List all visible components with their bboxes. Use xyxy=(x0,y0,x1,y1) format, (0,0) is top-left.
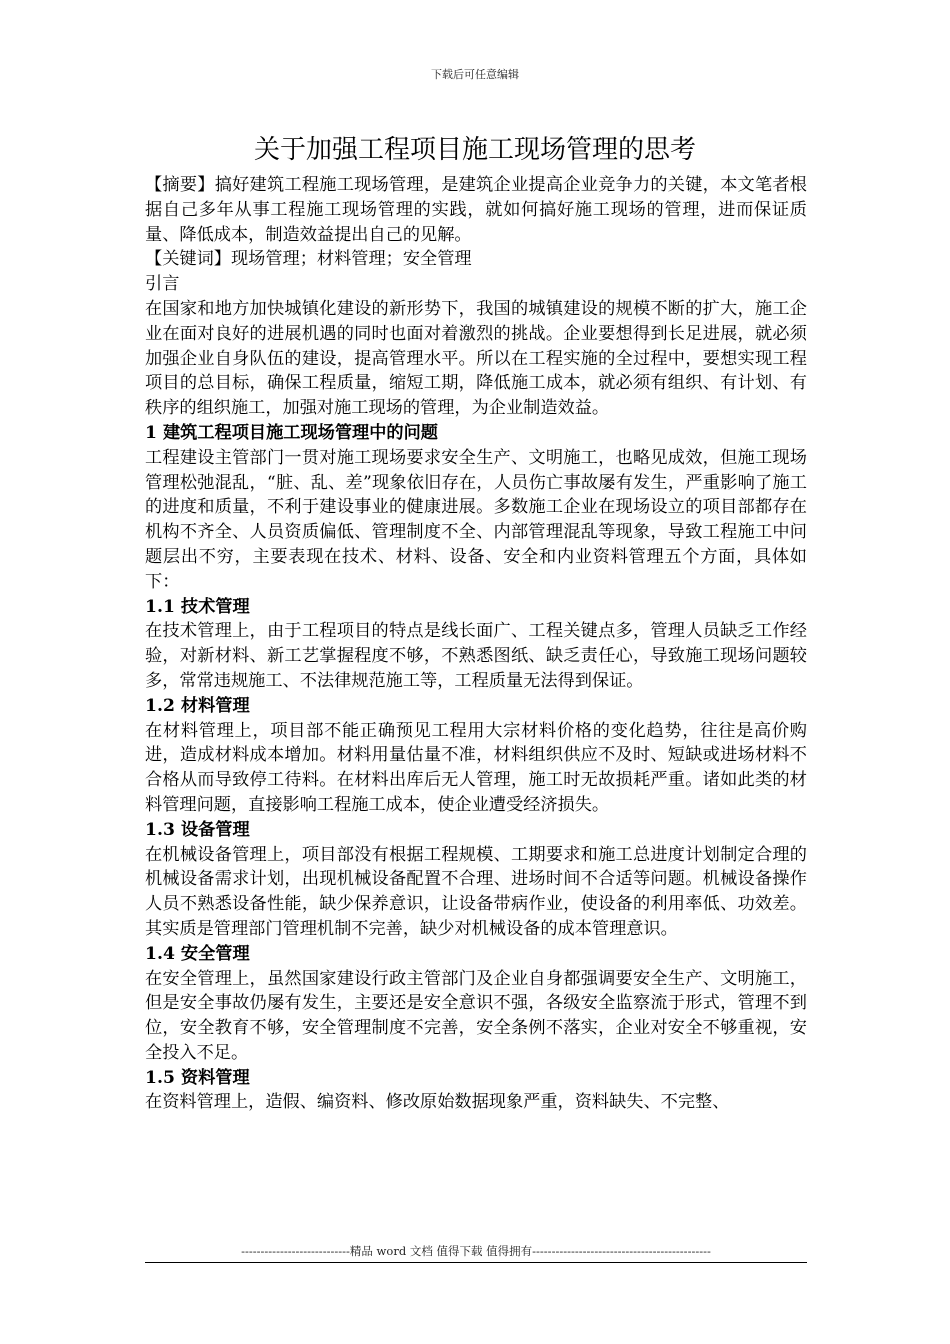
keywords-paragraph: 【关键词】现场管理；材料管理；安全管理 xyxy=(145,249,472,270)
section-1-heading: 1 建筑工程项目施工现场管理中的问题 xyxy=(145,422,438,443)
section-1-5-paragraph: 在资料管理上，造假、编资料、修改原始数据现象严重，资料缺失、不完整、 xyxy=(145,1092,730,1113)
section-1-paragraph: 工程建设主管部门一贯对施工现场要求安全生产、文明施工，也略见成效，但施工现场管理松弛混乱，“脏、乱、差”现象依旧存在，人员伤亡事故屡有发生，严重影响了施工的进度和质量，不利于建设事业的健康进展。多数施工企业在现场设立的项目部都存在机构不齐全、人员资质偏低、管理制度不全、内部管理混乱等现象，导致工程施工中问题层出不穷，主要表现在技术、材料、设备、安全和内业资料管理五个方面，具体如下： xyxy=(145,447,807,592)
section-1-3-paragraph: 在机械设备管理上，项目部没有根据工程规模、工期要求和施工总进度计划制定合理的机械设备需求计划，出现机械设备配置不合理、进场时间不合适等问题。机械设备操作人员不熟悉设备性能，缺少保养意识，让设备带病作业，使设备的利用率低、功效差。其实质是管理部门管理机制不完善，缺少对机械设备的成本管理意识。 xyxy=(145,844,807,939)
intro-paragraph: 在国家和地方加快城镇化建设的新形势下，我国的城镇建设的规模不断的扩大，施工企业在面对良好的进展机遇的同时也面对着激烈的挑战。企业要想得到长足进展，就必须加强企业自身队伍的建设，提高管理水平。所以在工程实施的全过程中，要想实现工程项目的总目标，确保工程质量，缩短工期，降低施工成本，就必须有组织、有计划、有秩序的组织施工，加强对施工现场的管理，为企业制造效益。 xyxy=(145,298,807,419)
footer-divider xyxy=(145,1262,807,1263)
section-1-4-paragraph: 在安全管理上，虽然国家建设行政主管部门及企业自身都强调要安全生产、文明施工，但是安全事故仍屡有发生，主要还是安全意识不强，各级安全监察流于形式，管理不到位，安全教育不够，安全管理制度不完善，安全条例不落实，企业对安全不够重视，安全投入不足。 xyxy=(145,968,807,1063)
section-1-2-paragraph: 在材料管理上，项目部不能正确预见工程用大宗材料价格的变化趋势，往往是高价购进，造成材料成本增加。材料用量估量不准，材料组织供应不及时、短缺或进场材料不合格从而导致停工待料。在材料出库后无人管理，施工时无故损耗严重。诸如此类的材料管理问题，直接影响工程施工成本，使企业遭受经济损失。 xyxy=(145,720,807,815)
section-1-4-heading: 1.4 安全管理 xyxy=(145,943,250,964)
section-1-2-heading: 1.2 材料管理 xyxy=(145,695,250,716)
page-footer: ----------------------------精品 word 文档 值得下载 值得拥有---------------------------------------------- xyxy=(241,1244,711,1258)
section-1-1-heading: 1.1 技术管理 xyxy=(145,596,250,617)
section-1-3-heading: 1.3 设备管理 xyxy=(145,819,250,840)
document-title: 关于加强工程项目施工现场管理的思考 xyxy=(253,135,696,165)
section-1-1-paragraph: 在技术管理上，由于工程项目的特点是线长面广、工程关键点多，管理人员缺乏工作经验，对新材料、新工艺掌握程度不够，不熟悉图纸、缺乏责任心，导致施工现场问题较多，常常违规施工、不法律规范施工等，工程质量无法得到保证。 xyxy=(145,621,807,691)
abstract-paragraph: 【摘要】搞好建筑工程施工现场管理，是建筑企业提高企业竞争力的关键，本文笔者根据自己多年从事工程施工现场管理的实践，就如何搞好施工现场的管理，进而保证质量、降低成本，制造效益提出自己的见解。 xyxy=(145,175,807,245)
section-1-5-heading: 1.5 资料管理 xyxy=(145,1067,250,1088)
document-body xyxy=(145,173,807,1115)
intro-heading: 引言 xyxy=(145,274,180,295)
page-header-note: 下载后可任意编辑 xyxy=(431,68,519,81)
